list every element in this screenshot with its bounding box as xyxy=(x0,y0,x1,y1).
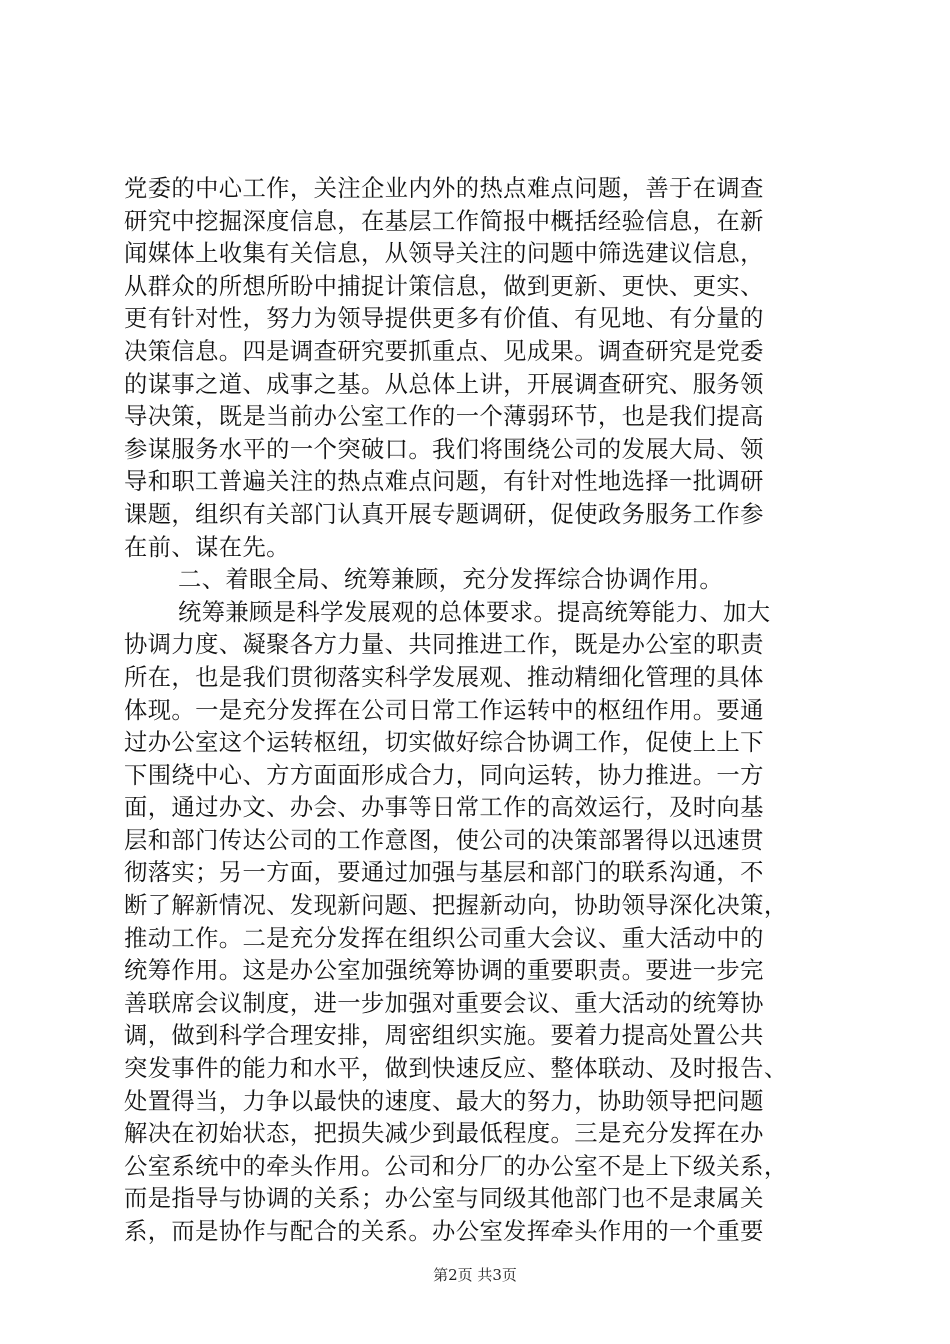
text-line: 从群众的所想所盼中捕捉计策信息，做到更新、更快、更实、 xyxy=(124,272,764,300)
text-line: 协调力度、凝聚各方力量、共同推进工作，既是办公室的职责 xyxy=(124,631,764,659)
text-line: 闻媒体上收集有关信息，从领导关注的问题中筛选建议信息， xyxy=(124,240,764,268)
text-line: 层和部门传达公司的工作意图，使公司的决策部署得以迅速贯 xyxy=(124,826,764,854)
text-line: 课题，组织有关部门认真开展专题调研，促使政务服务工作参 xyxy=(124,500,764,528)
text-line: 调，做到科学合理安排，周密组织实施。要着力提高处置公共 xyxy=(124,1022,764,1050)
text-line: 导决策，既是当前办公室工作的一个薄弱环节，也是我们提高 xyxy=(124,403,764,431)
text-line: 面，通过办文、办会、办事等日常工作的高效运行，及时向基 xyxy=(124,794,764,822)
text-line: 处置得当，力争以最快的速度、最大的努力，协助领导把问题 xyxy=(124,1087,764,1115)
text-line: 统筹作用。这是办公室加强统筹协调的重要职责。要进一步完 xyxy=(124,957,764,985)
text-line: 过办公室这个运转枢纽，切实做好综合协调工作，促使上上下 xyxy=(124,729,764,757)
document-body xyxy=(124,173,836,1249)
page-footer: 第2页 共3页 xyxy=(433,1266,517,1284)
text-line: 公室系统中的牵头作用。公司和分厂的办公室不是上下级关系， xyxy=(124,1152,788,1180)
text-line: 在前、谋在先。 xyxy=(124,533,290,561)
text-line: 解决在初始状态，把损失减少到最低程度。三是充分发挥在办 xyxy=(124,1120,764,1148)
text-line: 所在，也是我们贯彻落实科学发展观、推动精细化管理的具体 xyxy=(124,663,764,691)
text-line: 体现。一是充分发挥在公司日常工作运转中的枢纽作用。要通 xyxy=(124,696,764,724)
text-line: 善联席会议制度，进一步加强对重要会议、重大活动的统筹协 xyxy=(124,989,764,1017)
text-line: 导和职工普遍关注的热点难点问题，有针对性地选择一批调研 xyxy=(124,468,764,496)
text-line: 而是指导与协调的关系；办公室与同级其他部门也不是隶属关 xyxy=(124,1185,764,1213)
text-line: 彻落实；另一方面，要通过加强与基层和部门的联系沟通，不 xyxy=(124,859,764,887)
text-line: 系，而是协作与配合的关系。办公室发挥牵头作用的一个重要 xyxy=(124,1218,764,1245)
text-line: 党委的中心工作，关注企业内外的热点难点问题，善于在调查 xyxy=(124,175,764,202)
text-line: 的谋事之道、成事之基。从总体上讲，开展调查研究、服务领 xyxy=(124,370,764,398)
text-line: 断了解新情况、发现新问题、把握新动向，协助领导深化决策， xyxy=(124,892,788,920)
text-line: 二、着眼全局、统筹兼顾，充分发挥综合协调作用。 xyxy=(178,566,724,594)
text-line: 参谋服务水平的一个突破口。我们将围绕公司的发展大局、领 xyxy=(124,435,764,463)
text-line: 统筹兼顾是科学发展观的总体要求。提高统筹能力、加大 xyxy=(178,598,771,626)
text-line: 研究中挖掘深度信息，在基层工作简报中概括经验信息，在新 xyxy=(124,207,764,235)
text-line: 推动工作。二是充分发挥在组织公司重大会议、重大活动中的 xyxy=(124,924,764,952)
text-line: 更有针对性，努力为领导提供更多有价值、有见地、有分量的 xyxy=(124,305,764,333)
text-line: 决策信息。四是调查研究要抓重点、见成果。调查研究是党委 xyxy=(124,337,764,365)
text-line: 突发事件的能力和水平，做到快速反应、整体联动、及时报告、 xyxy=(124,1055,788,1083)
text-line: 下围绕中心、方方面面形成合力，同向运转，协力推进。一方 xyxy=(124,761,764,789)
